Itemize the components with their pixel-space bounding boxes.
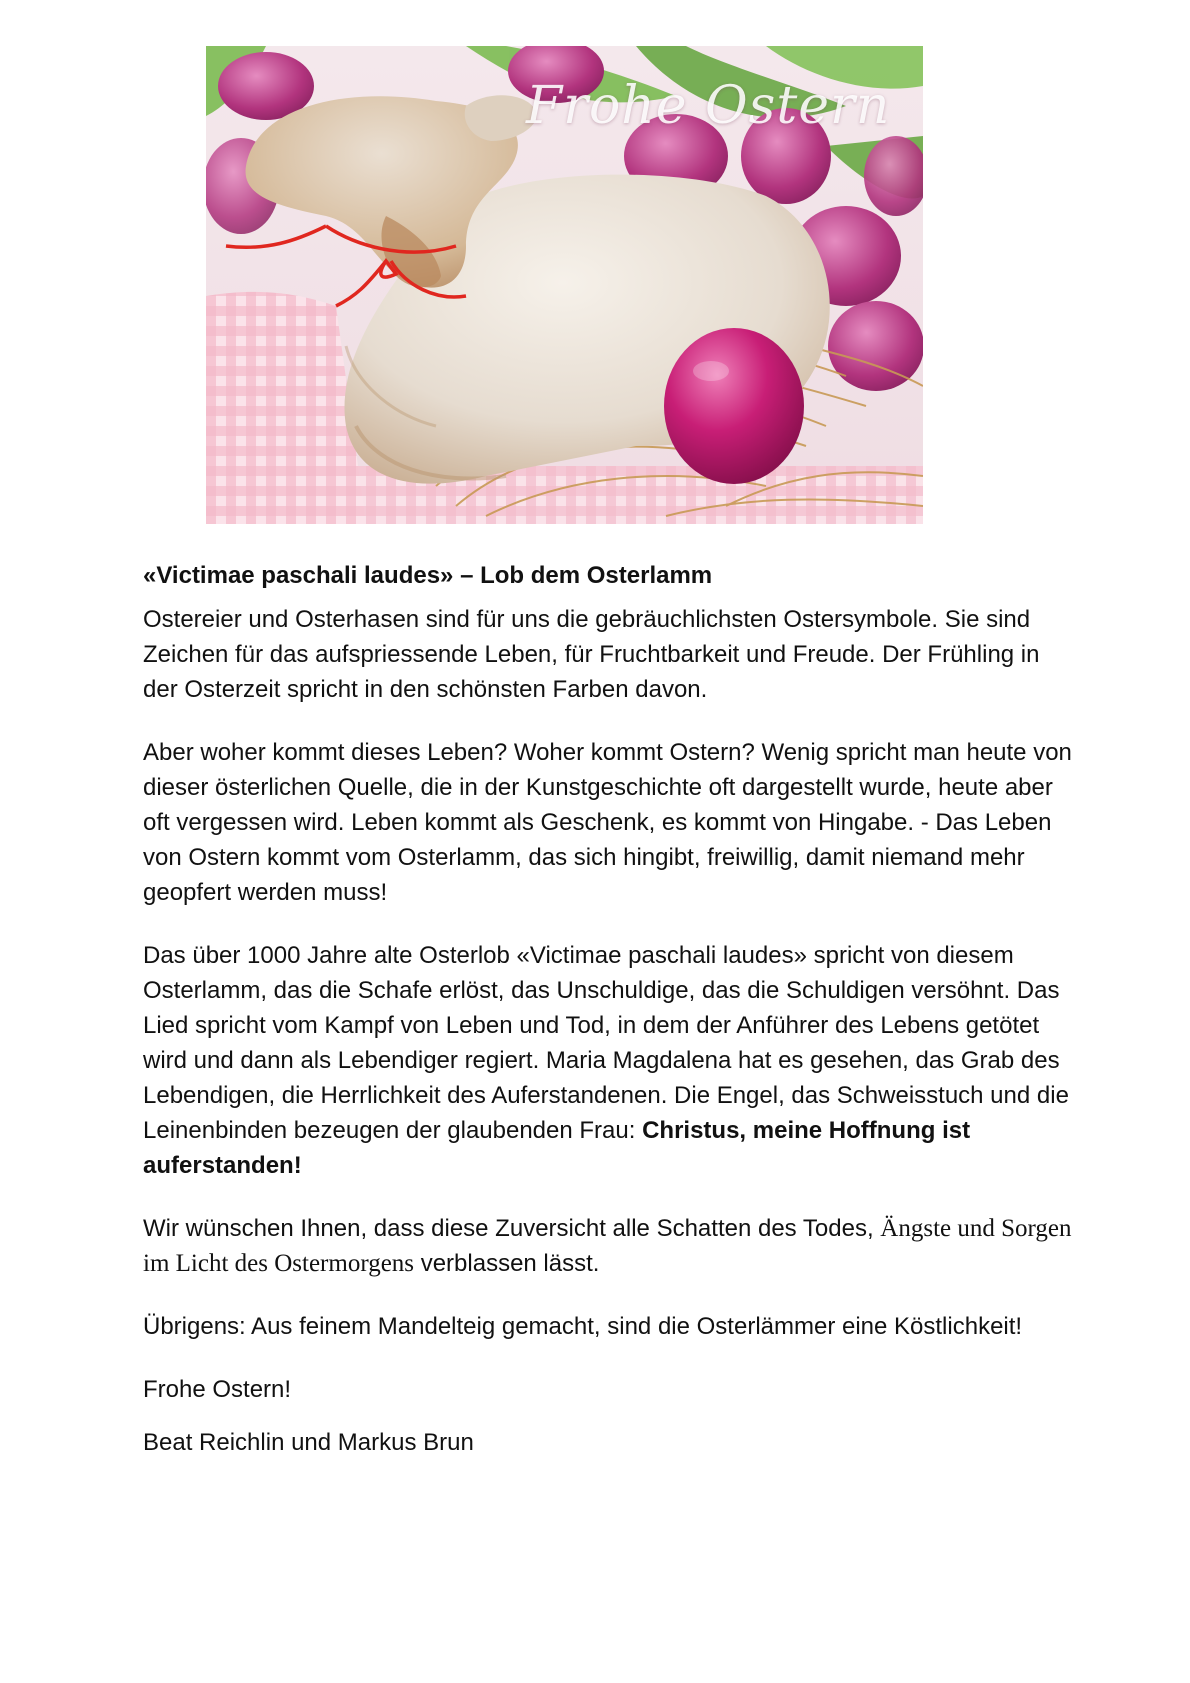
paragraph-wishes [143, 1211, 1073, 1281]
paragraph-wishes-end: verblassen lässt. [414, 1250, 600, 1277]
pink-easter-egg [664, 328, 804, 484]
paragraph-origin: Aber woher kommt dieses Leben? Woher kommt Ostern? Wenig spricht man heute von dieser österlichen Quelle, die in der Kunstgeschichte oft dargestellt wurde, heute aber oft vergessen wird. Leben kommt als Geschenk, es kommt von Hingabe. - Das Leben von Ostern kommt vom Osterlamm, das sich hingibt, freiwillig, damit niemand mehr geopfert werden muss! [143, 739, 1072, 906]
article-heading: «Victimae paschali laudes» – Lob dem Osterlamm [143, 562, 713, 589]
paragraph-hymn-text: Das über 1000 Jahre alte Osterlob «Victimae paschali laudes» spricht von diesem Osterlamm, das die Schafe erlöst, das Unschuldige, das die Schuldigen versöhnt. Das Lied spricht vom Kampf von Leben und Tod, in dem der Anführer des Lebens getötet wird und dann als Lebendiger regiert. Maria Magdalena hat es gesehen, das Grab des Lebendigen, die Herrlichkeit des Auferstandenen. Die Engel, das Schweisstuch und die Leinenbinden bezeugen der glaubenden Frau: [143, 942, 1069, 1144]
article-body [143, 560, 1073, 1478]
paragraph-marzipan: Übrigens: Aus feinem Mandelteig gemacht, sind die Osterlämmer eine Köstlichkeit! [143, 1313, 1023, 1340]
paragraph-wishes-start: Wir wünschen Ihnen, dass diese Zuversicht alle Schatten des Todes, [143, 1215, 881, 1242]
paragraph-hymn-emphasis: Christus, meine Hoffnung ist auferstanden! [143, 1117, 971, 1179]
easter-lamb-photo [206, 46, 923, 524]
paragraph-wishes-serif: Ängste und Sorgen im Licht des Ostermorgens [143, 1215, 1072, 1277]
greeting-line: Frohe Ostern! [143, 1376, 292, 1403]
photo-overlay-text: Frohe Ostern [526, 76, 891, 136]
signature-line: Beat Reichlin und Markus Brun [143, 1429, 474, 1456]
paragraph-symbols: Ostereier und Osterhasen sind für uns die gebräuchlichsten Ostersymbole. Sie sind Zeichen für das aufspriessende Leben, für Fruchtbarkeit und Freude. Der Frühling in der Osterzeit spricht in den schönsten Farben davon. [143, 606, 1040, 703]
paragraph-hymn [143, 938, 1073, 1183]
